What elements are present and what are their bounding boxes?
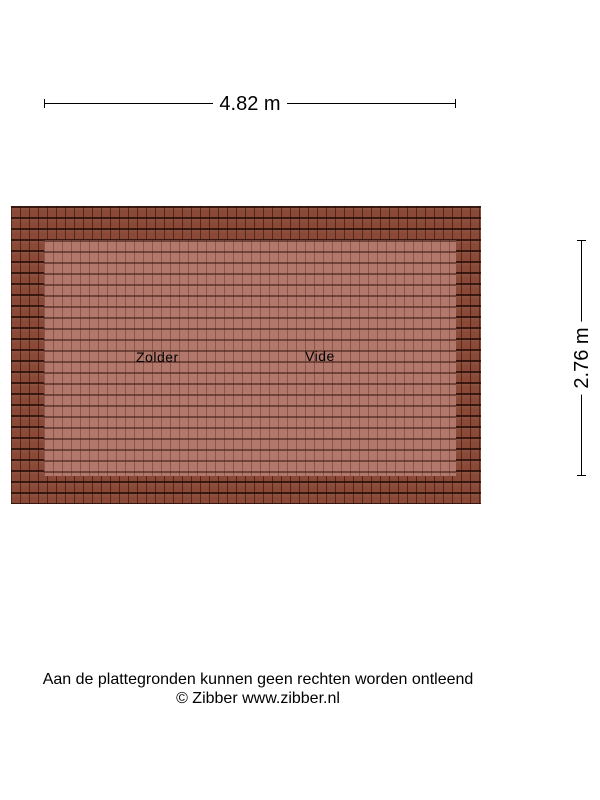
width-dimension-label: 4.82 m [213, 93, 286, 115]
depth-dimension [568, 240, 596, 476]
copyright-text: © Zibber www.zibber.nl [176, 690, 340, 707]
room-label-vide: Vide [305, 348, 335, 364]
attic-floor-area [44, 240, 456, 476]
width-dimension [44, 92, 456, 116]
depth-dimension-tick-bottom [577, 475, 586, 476]
disclaimer-text: Aan de plattegronden kunnen geen rechten worden ontleend [42, 671, 474, 688]
depth-dimension-label: 2.76 m [570, 321, 594, 394]
room-label-zolder: Zolder [136, 349, 179, 365]
depth-dimension-tick-top [577, 240, 586, 241]
roof-plan [11, 206, 481, 504]
